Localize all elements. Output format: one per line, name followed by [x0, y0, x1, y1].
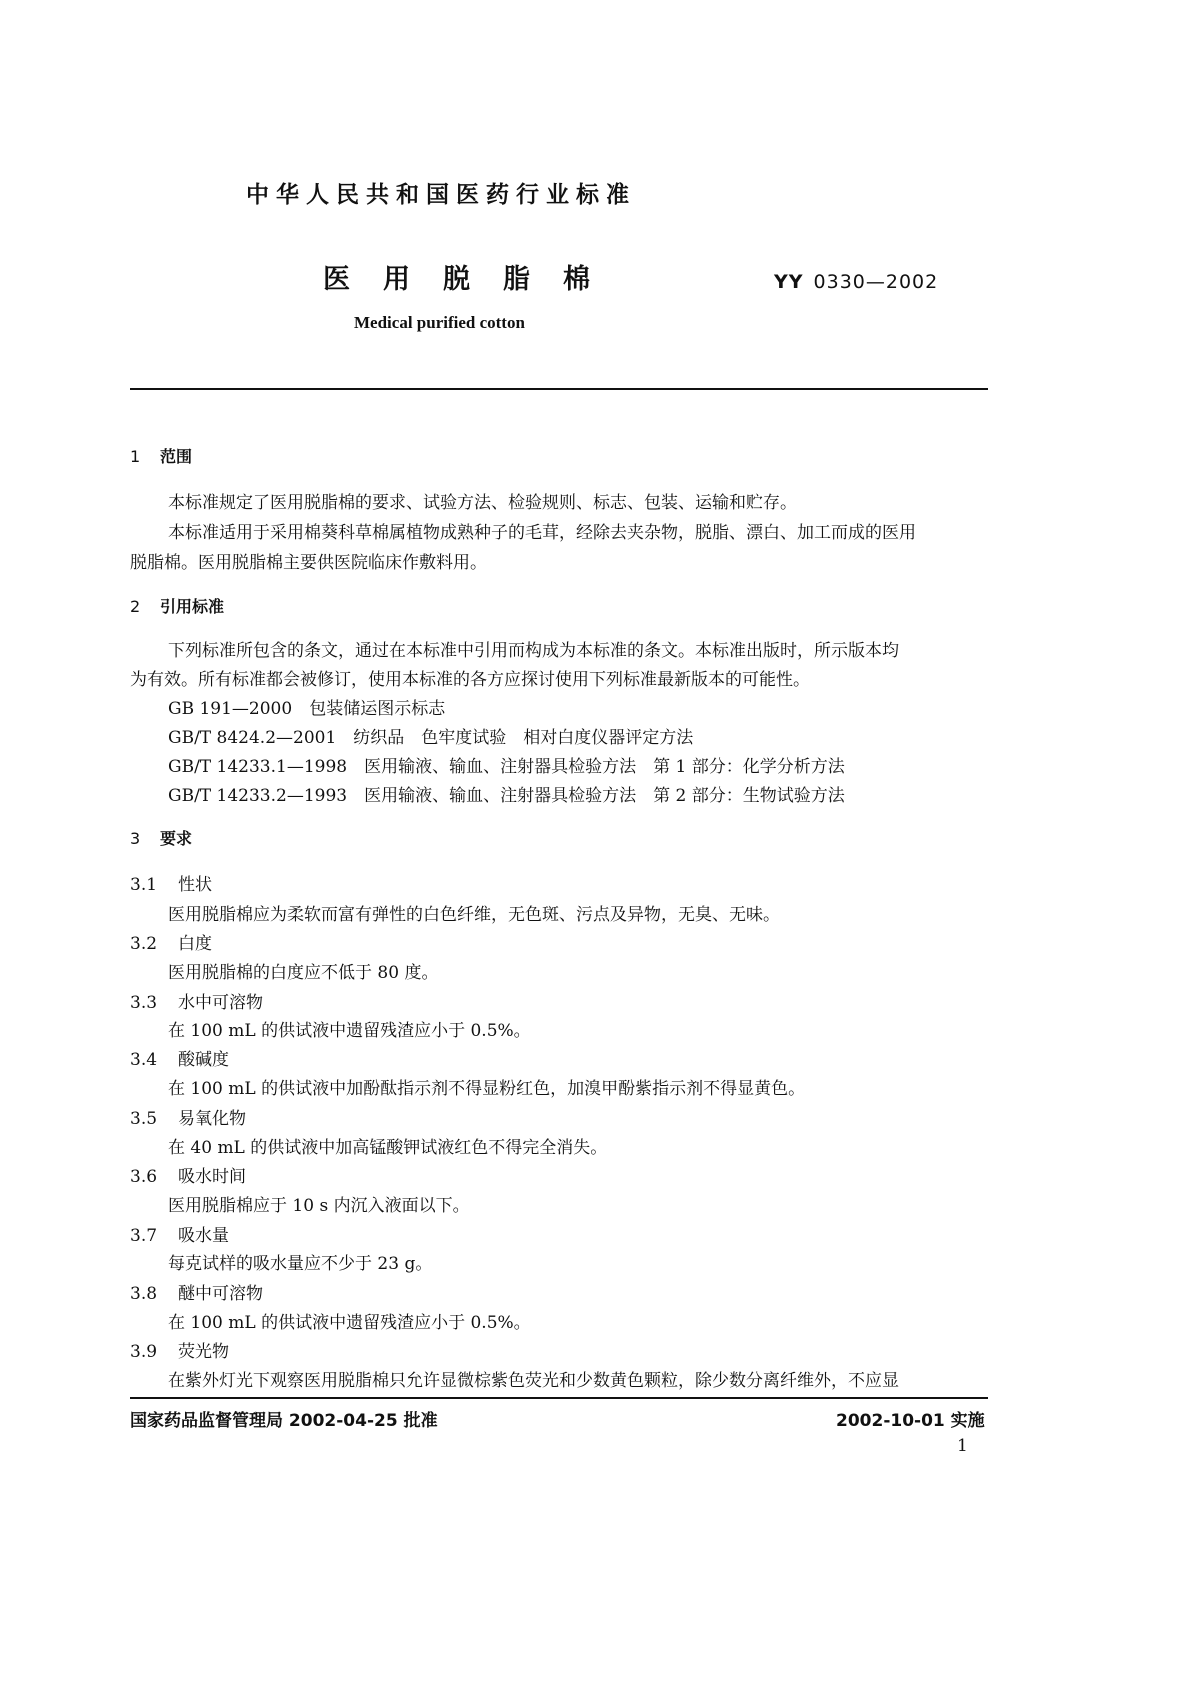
clause-heading	[130, 929, 212, 954]
clause-heading	[130, 870, 212, 895]
approval-date: 国家药品监督管理局 2002-04-25 批准	[130, 1411, 438, 1431]
section-2-paragraph-1b: 为有效。所有标准都会被修订，使用本标准的各方应探讨使用下列标准最新版本的可能性。	[130, 670, 810, 690]
clause-number: 3.9	[130, 1342, 158, 1362]
clause-heading	[130, 1221, 229, 1246]
clause-number: 3.4	[130, 1050, 158, 1070]
section-3-heading	[130, 826, 192, 849]
clause-number: 3.6	[130, 1167, 158, 1187]
reference-item: GB/T 14233.1—1998 医用输液、输血、注射器具检验方法 第 1 部分：化学分析方法	[168, 757, 845, 777]
english-title: Medical purified cotton	[354, 313, 525, 332]
clause-text: 每克试样的吸水量应不少于 23 g。	[168, 1254, 433, 1274]
effective-date: 2002-10-01 实施	[836, 1411, 985, 1431]
clause-heading	[130, 1337, 229, 1362]
header-divider	[130, 388, 988, 390]
section-1-paragraph-1: 本标准规定了医用脱脂棉的要求、试验方法、检验规则、标志、包装、运输和贮存。	[168, 493, 797, 513]
clause-title: 酸碱度	[178, 1050, 229, 1070]
clause-text: 在 100 mL 的供试液中遗留残渣应小于 0.5%。	[168, 1313, 531, 1333]
reference-item: GB/T 8424.2—2001 纺织品 色牢度试验 相对白度仪器评定方法	[168, 728, 694, 748]
standard-category-header: 中华人民共和国医药行业标准	[246, 182, 636, 208]
clause-text: 在 40 mL 的供试液中加高锰酸钾试液红色不得完全消失。	[168, 1138, 608, 1158]
clause-title: 性状	[178, 875, 212, 895]
clause-text: 医用脱脂棉应为柔软而富有弹性的白色纤维，无色斑、污点及异物，无臭、无味。	[168, 905, 780, 925]
clause-title: 水中可溶物	[178, 993, 263, 1013]
section-2-paragraph-1a: 下列标准所包含的条文，通过在本标准中引用而构成为本标准的条文。本标准出版时，所示版本均	[168, 641, 899, 661]
clause-heading	[130, 1279, 263, 1304]
section-1-title: 范围	[160, 447, 193, 466]
document-title: 医用脱脂棉	[323, 264, 623, 295]
clause-title: 吸水时间	[178, 1167, 246, 1187]
section-1-paragraph-2a: 本标准适用于采用棉葵科草棉属植物成熟种子的毛茸，经除去夹杂物，脱脂、漂白、加工而成的医用	[168, 523, 916, 543]
clause-number: 3.1	[130, 875, 158, 895]
clause-text: 在紫外灯光下观察医用脱脂棉只允许显微棕紫色荧光和少数黄色颗粒，除少数分离纤维外，不应显	[168, 1371, 899, 1391]
section-1-number: 1	[130, 447, 141, 466]
clause-text: 医用脱脂棉的白度应不低于 80 度。	[168, 963, 439, 983]
clause-title: 易氧化物	[178, 1109, 246, 1129]
clause-number: 3.5	[130, 1109, 158, 1129]
section-3-number: 3	[130, 829, 141, 848]
clause-heading	[130, 1045, 229, 1070]
section-2-number: 2	[130, 597, 141, 616]
standard-number	[774, 271, 938, 293]
standard-code: 0330—2002	[813, 271, 939, 293]
clause-heading	[130, 1162, 246, 1187]
clause-number: 3.7	[130, 1226, 158, 1246]
clause-title: 荧光物	[178, 1342, 229, 1362]
reference-item: GB/T 14233.2—1993 医用输液、输血、注射器具检验方法 第 2 部分：生物试验方法	[168, 786, 845, 806]
clause-title: 醚中可溶物	[178, 1284, 263, 1304]
section-1-paragraph-2b: 脱脂棉。医用脱脂棉主要供医院临床作敷料用。	[130, 553, 487, 573]
section-2-title: 引用标准	[160, 597, 225, 616]
clause-text: 在 100 mL 的供试液中遗留残渣应小于 0.5%。	[168, 1021, 531, 1041]
clause-title: 白度	[178, 934, 212, 954]
clause-number: 3.2	[130, 934, 158, 954]
clause-number: 3.3	[130, 993, 158, 1013]
standard-prefix: YY	[774, 271, 804, 293]
clause-heading	[130, 1104, 246, 1129]
section-2-heading	[130, 594, 224, 617]
clause-title: 吸水量	[178, 1226, 229, 1246]
section-1-heading	[130, 444, 192, 467]
clause-text: 在 100 mL 的供试液中加酚酞指示剂不得显粉红色，加溴甲酚紫指示剂不得显黄色。	[168, 1079, 806, 1099]
footer-divider	[130, 1397, 988, 1399]
page-number: 1	[957, 1436, 968, 1456]
section-3-title: 要求	[160, 829, 193, 848]
clause-text: 医用脱脂棉应于 10 s 内沉入液面以下。	[168, 1196, 470, 1216]
reference-item: GB 191—2000 包装储运图示标志	[168, 699, 446, 719]
clause-heading	[130, 988, 263, 1013]
clause-number: 3.8	[130, 1284, 158, 1304]
